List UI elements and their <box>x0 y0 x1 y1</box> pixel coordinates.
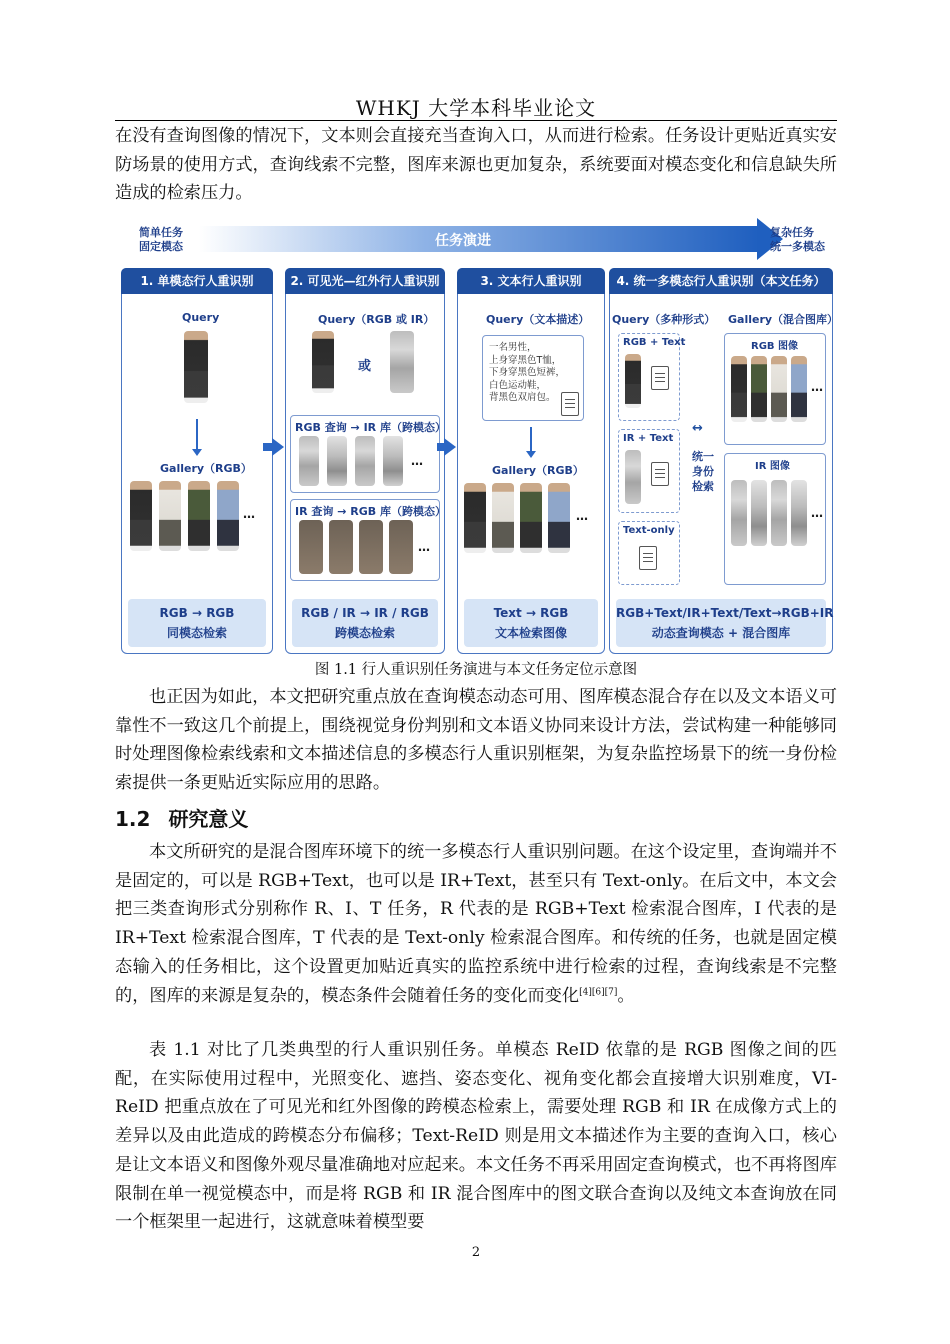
panel-4-foot-line-1: RGB+Text/IR+Text/Text→RGB+IR <box>616 606 834 620</box>
panel-arrow <box>272 438 284 456</box>
paragraph-1: 在没有查询图像的情况下，文本则会直接充当查询入口，从而进行检索。任务设计更贴近真实安防场景的使用方式，查询线索不完整，图库来源也更加复杂，系统要面对模态变化和信息缺失所造成的检索压力。 <box>115 126 837 204</box>
left-corner-line-2: 固定模态 <box>139 240 183 253</box>
panel-1-query-label: Query <box>182 311 220 324</box>
center-line: 身份 <box>692 465 714 478</box>
text-description-box <box>482 335 584 421</box>
center-line: 检索 <box>692 480 714 493</box>
section-number: 1.2 <box>115 807 151 831</box>
ir-gallery-image <box>731 480 747 546</box>
ir-to-rgb-box <box>290 499 446 581</box>
evolution-arrow-label: 任务演进 <box>435 233 491 249</box>
gallery-person-image <box>548 483 570 553</box>
rgb-text-label: RGB + Text <box>623 337 686 348</box>
panel-1-foot-line-1: RGB → RGB <box>159 606 235 620</box>
paragraph-3-text: 本文所研究的是混合图库环境下的统一多模态行人重识别问题。在这个设定里，查询端并不是固定的，可以是 RGB+Text，也可以是 IR+Text，甚至只有 Text-only。在后文中，本文会把三类查询形式分别称作 R、I、T 任务，R 代表的是 RGB+Text 检索混合图库，I 代表的是 IR+Text 检索混合图库，T 代表的是 Text-only 检索混合图库。和传统的任务，也就是固定模态输入的任务相比，这个设置更加贴近真实的监控系统中进行检索的过程，查询线索是不完整的，图库的来源是复杂的，模态条件会随着任务的变化而变化 <box>115 842 837 1006</box>
or-label: 或 <box>358 359 372 374</box>
figure-right-corner <box>770 226 825 254</box>
paragraph-3 <box>115 838 837 1010</box>
ir-gallery-image <box>771 480 787 546</box>
rgb-gallery-label: RGB 图像 <box>751 341 799 352</box>
rgb-gallery-image <box>731 356 747 422</box>
bidirectional-arrow-icon: ↔ <box>692 421 703 436</box>
figure-1-1 <box>115 214 837 654</box>
rgb-gallery-image <box>751 356 767 422</box>
gallery-person-image <box>217 481 239 551</box>
gallery-person-image <box>188 481 210 551</box>
paragraph-2: 也正因为如此，本文把研究重点放在查询模态动态可用、图库模态混合存在以及文本语义可靠性不一致这几个前提上，围绕视觉身份判别和文本语义协同来设计方法，尝试构建一种能够同时处理图像检索线索和文本描述信息的多模态行人重识别框架，为复杂监控场景下的统一身份检索提供一条更贴近实际应用的思路。 <box>115 687 837 794</box>
panel-1-down-line <box>196 419 198 449</box>
paragraph-3-end: 。 <box>617 985 635 1006</box>
panel-3-gallery-label: Gallery（RGB） <box>492 464 584 477</box>
ir-to-rgb-label: IR 查询 → RGB 库（跨模态） <box>295 505 446 518</box>
panel-3-down-arrow <box>526 451 536 458</box>
rgb-query-image <box>625 354 641 408</box>
citation[interactable]: [4][6][7] <box>579 986 618 997</box>
ir-gallery-image <box>791 480 807 546</box>
panel-3-footer <box>464 599 598 647</box>
rgb-text-query-box <box>618 333 686 421</box>
panel-2-query-label: Query（RGB 或 IR） <box>318 313 435 326</box>
ir-gallery-image <box>299 436 319 486</box>
rgb-gallery-image <box>771 356 787 422</box>
page-header: WHKJ 大学本科毕业论文 <box>355 96 597 120</box>
panel-3-query-label: Query（文本描述） <box>486 313 590 326</box>
desc-line: 背黑色双肩包。 <box>489 392 556 403</box>
panel-4-foot-line-2: 动态查询模态 + 混合图库 <box>651 626 791 640</box>
center-line: 统一 <box>692 450 714 463</box>
panel-3-title: 3. 文本行人重识别 <box>457 268 605 294</box>
section-title: 研究意义 <box>168 807 249 831</box>
panel-4-footer <box>616 599 834 647</box>
ir-gallery-image <box>355 436 375 486</box>
more-dots: … <box>811 506 823 520</box>
panel-1-gallery-label: Gallery（RGB） <box>160 462 252 475</box>
desc-line: 下身穿黑色短裤， <box>489 367 566 378</box>
panel-1-down-arrow <box>192 449 202 456</box>
gallery-person-image <box>520 483 542 553</box>
panel-unified-multimodal <box>609 268 839 654</box>
query-person-image <box>184 331 208 403</box>
ir-query-image <box>390 331 414 393</box>
left-corner-line-1: 简单任务 <box>139 226 183 239</box>
document-icon <box>561 392 579 416</box>
figure-left-corner <box>139 226 183 254</box>
panel-1-foot-line-2: 同模态检索 <box>166 626 227 640</box>
panel-1-title: 1. 单模态行人重识别 <box>121 268 273 294</box>
text-only-label: Text-only <box>623 525 675 536</box>
panel-4-query-label: Query（多种形式） <box>612 313 716 326</box>
gallery-person-image <box>492 483 514 553</box>
rgb-gallery-image <box>389 520 413 574</box>
panel-3-down-line <box>530 427 532 451</box>
unified-retrieval-label <box>692 449 714 494</box>
panel-3-foot-line-2: 文本检索图像 <box>494 626 567 640</box>
header-rule <box>115 120 837 121</box>
text-description <box>489 342 565 405</box>
rgb-gallery-image <box>299 520 323 574</box>
right-corner-line-1: 复杂任务 <box>770 226 814 239</box>
ir-gallery-box <box>724 453 826 585</box>
panel-2-foot-line-2: 跨模态检索 <box>334 626 395 640</box>
panel-2-footer <box>292 599 438 647</box>
panel-2-foot-line-1: RGB / IR → IR / RGB <box>301 606 429 620</box>
gallery-person-image <box>159 481 181 551</box>
more-dots: … <box>243 507 255 521</box>
desc-line: 一名男性， <box>489 342 537 353</box>
ir-gallery-image <box>751 480 767 546</box>
paragraph-4: 表 1.1 对比了几类典型的行人重识别任务。单模态 ReID 依靠的是 RGB 图像之间的匹配，在实际使用过程中，光照变化、遮挡、姿态变化、视角变化都会直接增大识别难度，VI-ReID 把重点放在了可见光和红外图像的跨模态检索上，需要处理 RGB 和 IR 在成像方式上的差异以及由此造成的跨模态分布偏移；Text-ReID 则是用文本描述作为主要的查询入口，核心是让文本语义和图像外观尽量准确地对应起来。本文任务不再采用固定查询模式，也不再将图库限制在单一视觉模态中，而是将 RGB 和 IR 混合图库中的图文联合查询以及纯文本查询放在同一个框架里一起进行，这就意味着模型要 <box>115 1040 837 1233</box>
ir-gallery-label: IR 图像 <box>755 461 790 472</box>
ir-gallery-image <box>327 436 347 486</box>
gallery-person-image <box>130 481 152 551</box>
document-icon <box>651 366 669 390</box>
document-icon <box>639 546 657 570</box>
panel-2-title: 2. 可见光—红外行人重识别 <box>285 268 445 294</box>
desc-line: 上身穿黑色T恤， <box>489 354 562 366</box>
more-dots: … <box>576 509 588 523</box>
rgb-query-image <box>312 331 334 393</box>
rgb-gallery-box <box>724 333 826 445</box>
panel-text-reid <box>457 268 605 654</box>
more-dots: … <box>418 540 430 554</box>
ir-text-label: IR + Text <box>623 433 674 444</box>
figure-caption: 图 1.1 行人重识别任务演进与本文任务定位示意图 <box>314 662 638 678</box>
panel-4-title: 4. 统一多模态行人重识别（本文任务） <box>609 268 833 294</box>
ir-text-query-box <box>618 429 680 513</box>
section-heading <box>115 803 248 832</box>
panel-4-gallery-label: Gallery（混合图库） <box>728 313 839 326</box>
rgb-to-ir-label: RGB 查询 → IR 库（跨模态） <box>295 421 446 434</box>
panel-visible-infrared <box>285 268 445 654</box>
page-number: 2 <box>471 1245 481 1260</box>
desc-line: 白色运动鞋， <box>489 379 547 391</box>
more-dots: … <box>811 380 823 394</box>
rgb-gallery-image <box>329 520 353 574</box>
text-only-query-box <box>618 521 680 585</box>
rgb-gallery-image <box>359 520 383 574</box>
more-dots: … <box>411 454 423 468</box>
panel-arrow <box>444 438 456 456</box>
panel-single-modal <box>121 268 273 654</box>
gallery-person-image <box>464 483 486 553</box>
right-corner-line-2: 统一多模态 <box>770 240 825 253</box>
ir-gallery-image <box>383 436 403 486</box>
ir-query-image <box>625 450 641 504</box>
rgb-gallery-image <box>791 356 807 422</box>
panel-3-foot-line-1: Text → RGB <box>493 606 569 620</box>
rgb-to-ir-box <box>290 415 446 493</box>
document-icon <box>651 462 669 486</box>
panel-1-footer <box>128 599 266 647</box>
